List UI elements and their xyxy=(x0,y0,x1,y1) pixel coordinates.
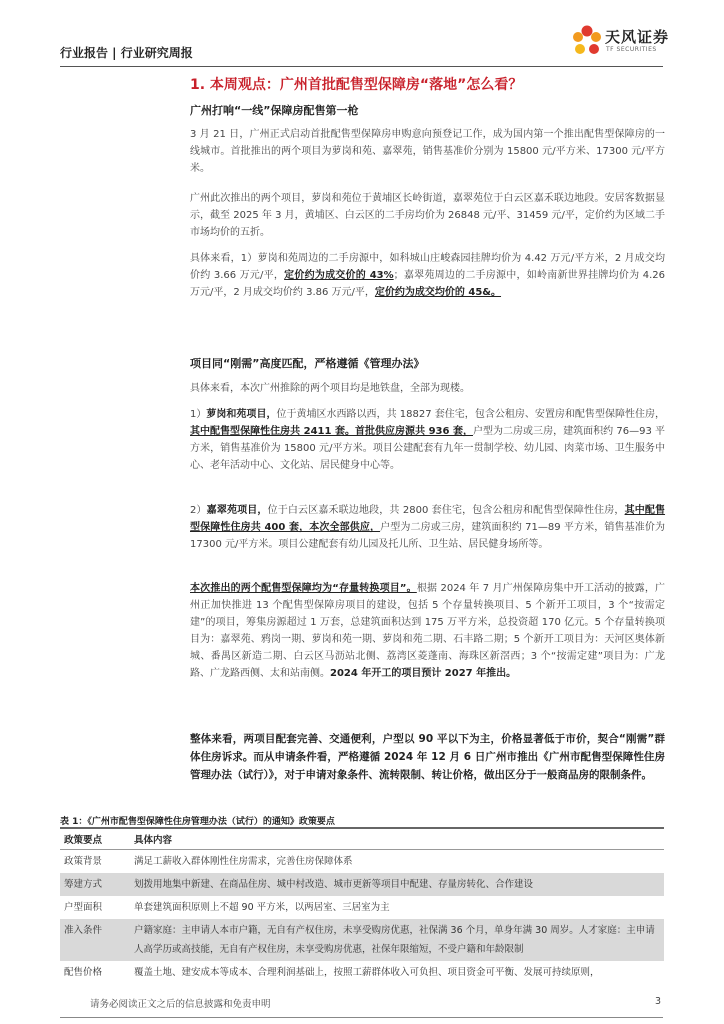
table-cell-key: 配售价格 xyxy=(64,967,103,978)
table-caption: 表 1：《广州市配售型保障性住房管理办法（试行）的通知》政策要点 xyxy=(60,817,335,827)
paragraph-5-project: 萝岗和苑项目， xyxy=(206,409,277,420)
paragraph-5-text-b: 户型为二房或三房，建筑面积约 76—93 平方米，销售基准价为 15800 元/平方米。项目公建配套有九年一贯制学校、幼儿园、肉菜市场、卫生服务中心、老年活动中心、文化站、居民健身中心等。 xyxy=(190,426,665,471)
table-header-row xyxy=(60,828,664,850)
paragraph-5-highlight: 其中配售型保障性住房共 2411 套。首批供应房源共 936 套， xyxy=(190,426,473,437)
table-header-key: 政策要点 xyxy=(60,828,130,850)
paragraph-7 xyxy=(190,580,665,682)
paragraph-3-highlight-b: 定价约为成交均价的 45&。 xyxy=(374,287,502,298)
page-number: 3 xyxy=(655,996,662,1007)
paragraph-2: 广州此次推出的两个项目，萝岗和苑位于黄埔区长岭街道，嘉翠苑位于白云区嘉禾联边地段。安居客数据显示，截至 2025 年 3 月，黄埔区、白云区的二手房均价为 26848 元/平、31459 元/平，定价约为区域二手市场均价的五折。 xyxy=(190,193,665,238)
paragraph-6-highlight: 其中配售型保障性住房共 400 套，本次全部供应， xyxy=(190,505,666,533)
table-cell-key: 准入条件 xyxy=(60,919,130,961)
table-row xyxy=(60,873,664,896)
paragraph-8: 整体来看，两项目配套完善、交通便利，户型以 90 平以下为主，价格显著低于市价，契合“刚需”群体住房诉求。而从申请条件看，严格遵循 2024 年 12 月 6 日广州市推出《广州市配售型保障性住房管理办法（试行）》，对于申请对象条件、流转限制、转让价格，做出区分于一般商品房的限制条件。 xyxy=(190,733,665,781)
table-cell-key: 政策背景 xyxy=(64,856,103,867)
table-cell-key: 筹建方式 xyxy=(60,873,130,896)
table-row xyxy=(60,850,664,874)
table-cell-key: 户型面积 xyxy=(64,902,103,913)
table-cell-value: 单套建筑面积原则上不超 90 平方米，以两居室、三居室为主 xyxy=(134,902,390,913)
paragraph-6-text-b: 户型为二房或三房，建筑面积约 71—89 平方米，销售基准价为 17300 元/平方米。项目公建配套有幼儿园及托儿所、卫生站、居民健身场所等。 xyxy=(190,522,665,550)
paragraph-7-highlight: 本次推出的两个配售型保障均为“存量转换项目”。 xyxy=(190,583,417,594)
paragraph-5-num: 1） xyxy=(190,409,207,420)
table-cell-value: 户籍家庭：主申请人本市户籍，无自有产权住房，未享受购房优惠，社保满 36 个月，单身年满 30 周岁。人才家庭：主申请人高学历或高技能，无自有产权住房，未享受购房优惠，社保年限缩短，不受户籍和年龄限制 xyxy=(130,919,664,961)
table-header-value: 具体内容 xyxy=(130,828,664,850)
logo-text: 天风证券 xyxy=(605,28,670,46)
paragraph-6-project: 嘉翠苑项目， xyxy=(206,505,268,516)
paragraph-3-text-a: 具体来看，1）萝岗和苑周边的二手房源中，如科城山庄峻森园挂牌均价为 4.42 万元/平方米，2 月成交均价约 3.66 万元/平， xyxy=(190,253,665,281)
policy-table xyxy=(60,827,664,984)
subheading-1: 广州打响“一线”保障房配售第一枪 xyxy=(190,104,359,117)
paragraph-6-num: 2） xyxy=(190,505,207,516)
logo-subtext: TF SECURITIES xyxy=(606,46,657,53)
table-row xyxy=(60,919,664,961)
footer-disclaimer: 请务必阅读正文之后的信息披露和免责申明 xyxy=(90,999,271,1010)
paragraph-5-text-a: 位于黄埔区水西路以西，共 18827 套住宅，包含公租房、安置房和配售型保障性住房， xyxy=(276,409,665,420)
table-cell-value: 满足工薪收入群体刚性住房需求，完善住房保障体系 xyxy=(134,856,353,867)
table-cell-value: 覆盖土地、建安成本等成本、合理利润基础上，按照工薪群体收入可负担、项目资金可平衡、发展可持续原则， xyxy=(134,967,600,978)
table-row xyxy=(60,896,664,919)
paragraph-7-conclusion: 2024 年开工的项目预计 2027 年推出。 xyxy=(330,668,517,679)
paragraph-7-text: 根据 2024 年 7 月广州保障房集中开工活动的披露，广州正加快推进 13 个配售型保障房项目的建设，包括 5 个存量转换项目、5 个新开工项目，3 个“按需定建”的项目，筹集房源超过 1 万套，总建筑面积达到 175 万平方米，总投资超 170 亿元。5 个存量转换项目为：嘉翠苑、鸦岗一期、萝岗和苑一期、萝岗和苑二期、石丰路二期；5 个新开工项目为：天河区奥体新城、番禺区新造二期、白云区马沥站北侧、荔湾区菱蓬南、海珠区新滘西；3 个“按需定建”项目为：广龙路、广龙路西侧、太和站南侧。 xyxy=(190,583,665,679)
table-cell-value: 划拨用地集中新建、在商品住房、城中村改造、城市更新等项目中配建、存量房转化、合作建设 xyxy=(130,873,664,896)
paragraph-4: 具体来看，本次广州推除的两个项目均是地铁盘，全部为现楼。 xyxy=(190,383,470,394)
header-divider xyxy=(60,66,663,67)
paragraph-5 xyxy=(190,406,665,474)
paragraph-6-text-a: 位于白云区嘉禾联边地段，共 2800 套住宅，包含公租房和配售型保障性住房， xyxy=(267,505,625,516)
paragraph-1: 3 月 21 日，广州正式启动首批配售型保障房申购意向预登记工作，成为国内第一个推出配售型保障房的一线城市。首批推出的两个项目为萝岗和苑、嘉翠苑，销售基准价分别为 15800 元/平方米、17300 元/平方米。 xyxy=(190,129,665,174)
paragraph-3-text-b: ；嘉翠苑周边的二手房源中，如岭南新世界挂牌均价为 4.26 万元/平，2 月成交均价约 3.86 万元/平， xyxy=(190,270,666,298)
report-type: 行业报告 | 行业研究周报 xyxy=(60,46,193,60)
section-title: 1. 本周观点：广州首批配售型保障房“落地”怎么看？ xyxy=(190,77,523,93)
paragraph-3 xyxy=(190,250,665,301)
footer-divider xyxy=(60,1017,663,1018)
table-row xyxy=(60,961,664,984)
paragraph-3-highlight-a: 定价约为成交价的 43% xyxy=(284,270,394,281)
subheading-2: 项目同“刚需”高度匹配，严格遵循《管理办法》 xyxy=(190,357,425,370)
paragraph-6 xyxy=(190,502,665,553)
